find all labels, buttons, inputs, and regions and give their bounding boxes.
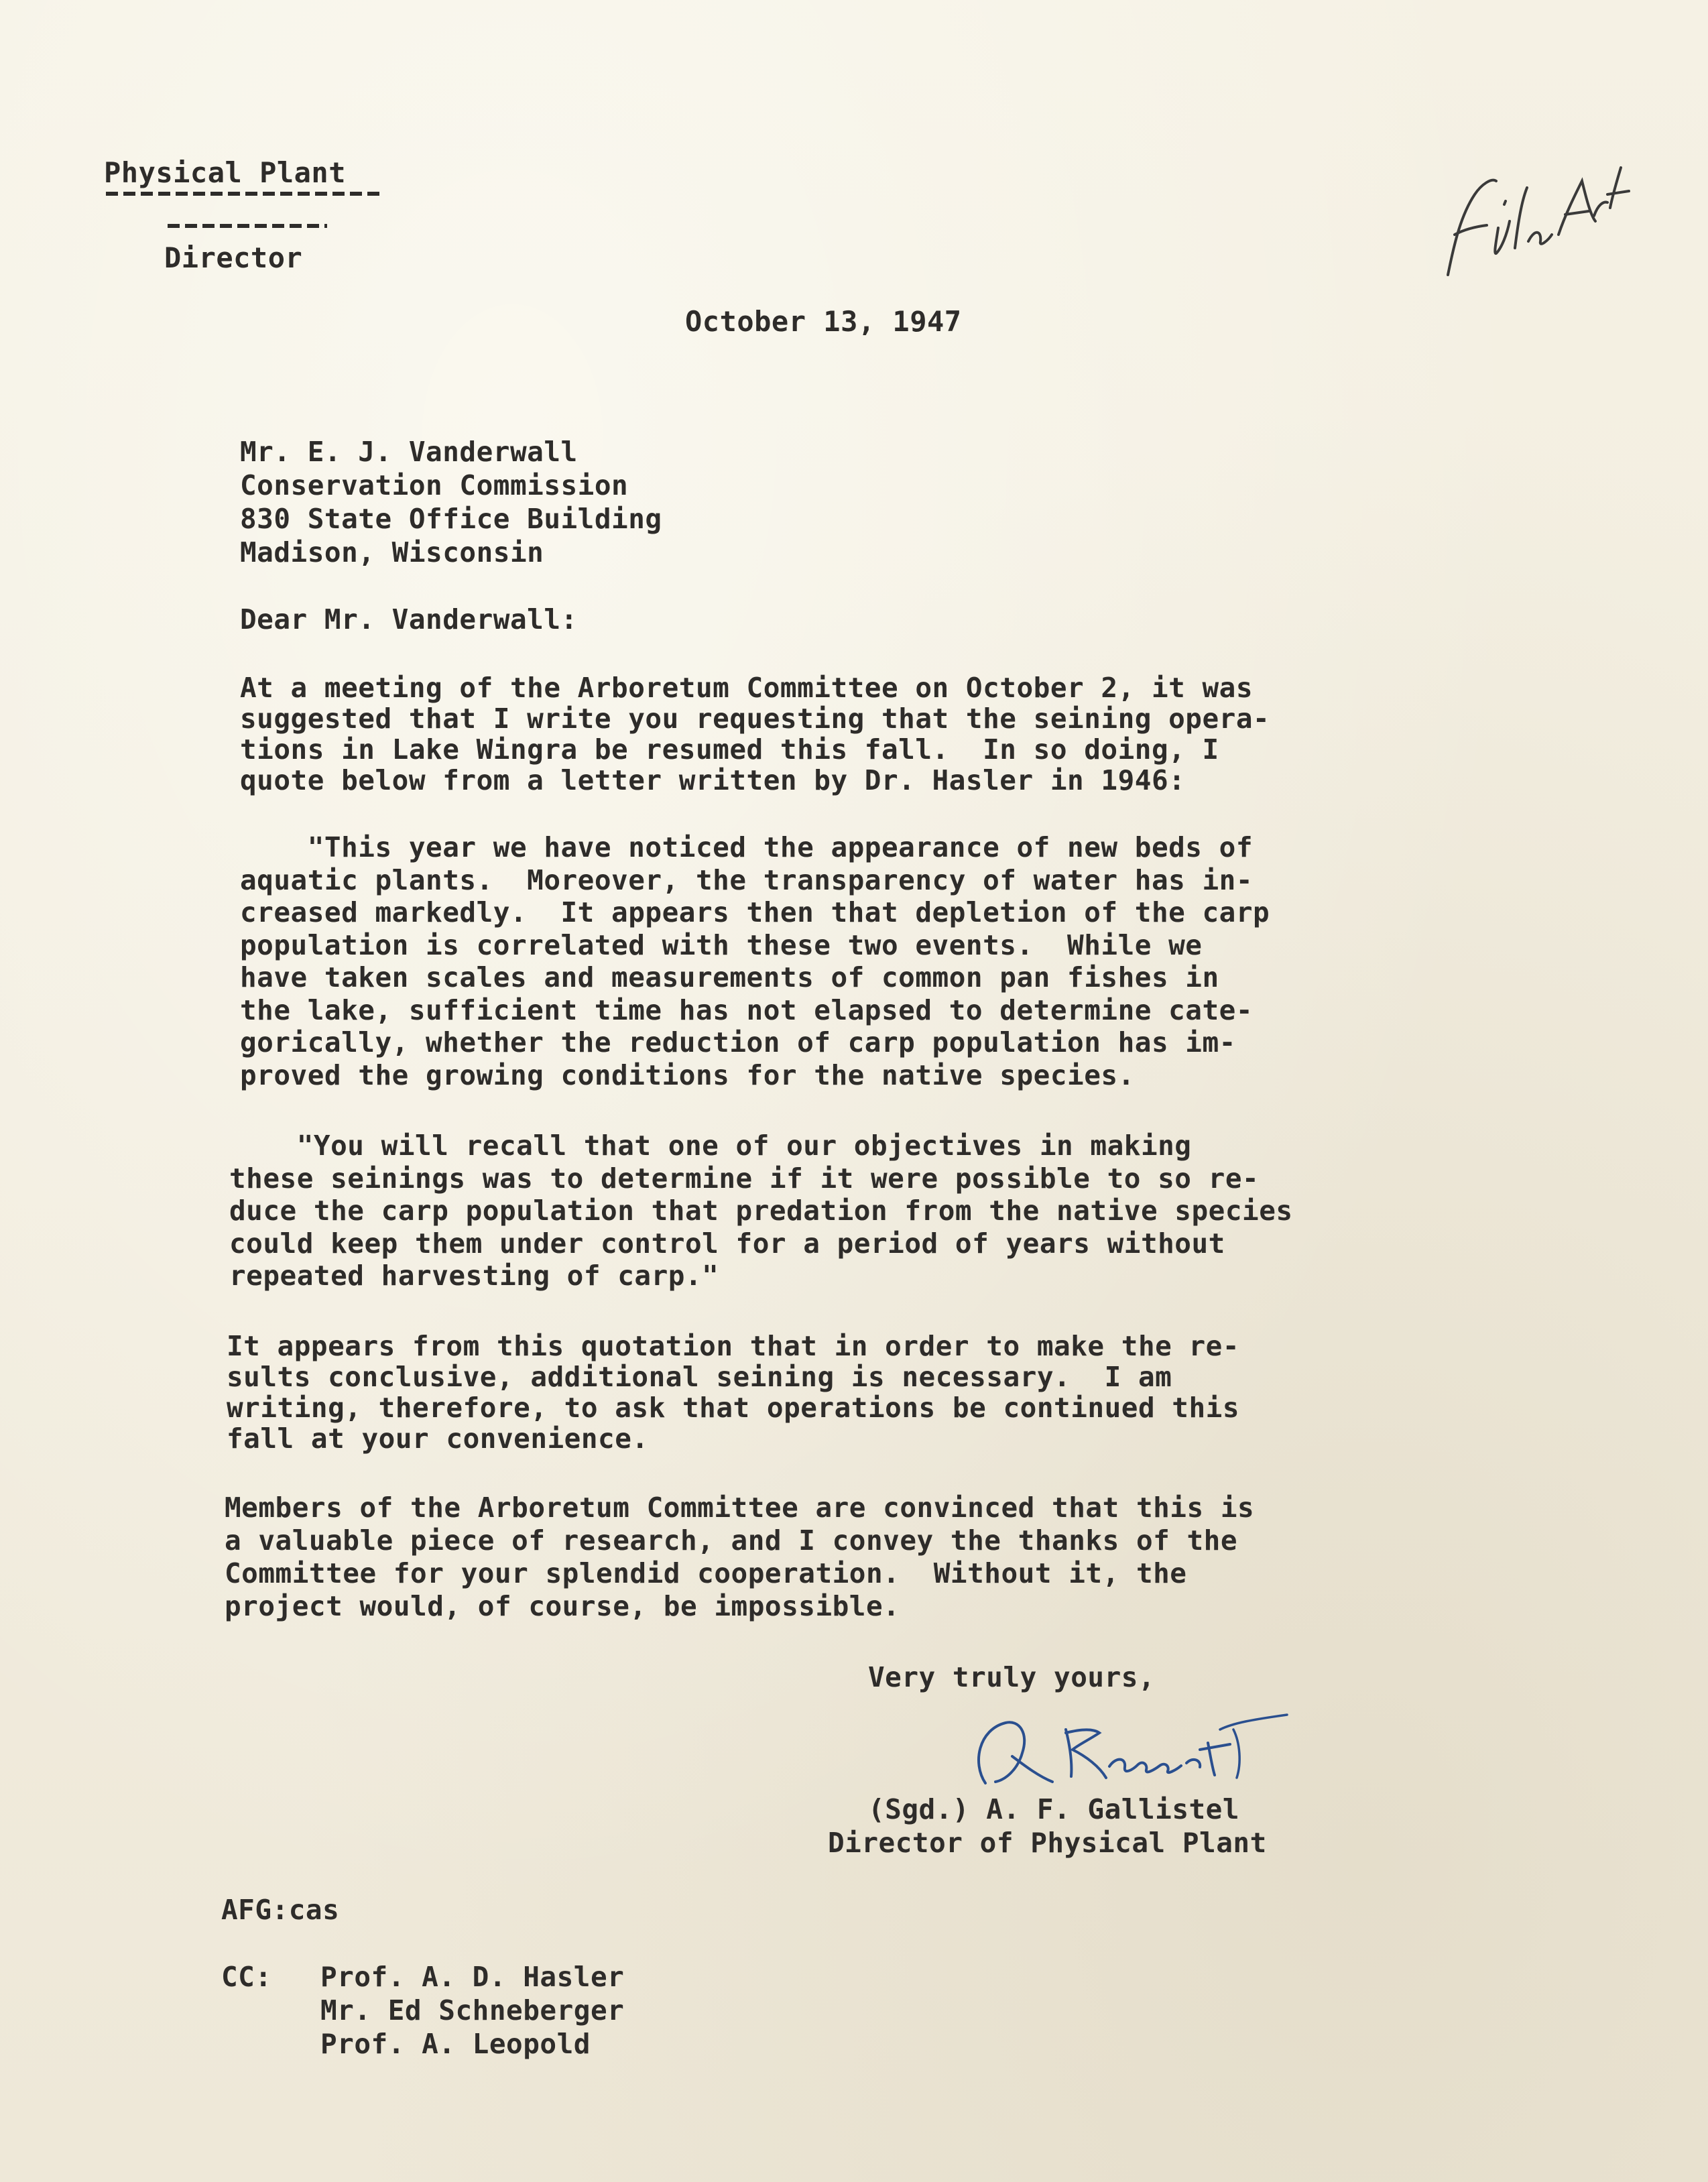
conclusion-paragraph [227,1331,1239,1454]
paragraph-line: Committee for your splendid cooperation. Without it, the [225,1557,1187,1589]
quote-paragraph-1 [240,831,1270,1091]
recipient-name: Mr. E. J. Vanderwall [240,436,578,468]
director-title: Director [164,241,303,274]
paragraph-line: sults conclusive, additional seining is necessary. I am [227,1361,1172,1393]
quote-paragraph-2 [229,1130,1293,1292]
paragraph-line: could keep them under control for a period of years without [229,1227,1225,1260]
paragraph-line: quote below from a letter written by Dr. Hasler in 1946: [240,764,1186,796]
recipient-street: 830 State Office Building [240,503,662,535]
paragraph-line: It appears from this quotation that in order to make the re- [227,1330,1240,1362]
paragraph-line: have taken scales and measurements of common pan fishes in [240,961,1219,993]
paragraph-line: gorically, whether the reduction of carp population has im- [240,1026,1236,1058]
cc-recipient: Mr. Ed Schneberger [320,1994,625,2026]
paragraph-line: the lake, sufficient time has not elapsed to determine cate- [240,993,1254,1026]
recipient-organization: Conservation Commission [240,469,629,501]
thanks-paragraph [225,1492,1254,1623]
paragraph-line: creased markedly. It appears then that depletion of the carp [240,896,1270,928]
paragraph-line: population is correlated with these two events. While we [240,928,1203,961]
cc-label: CC: [221,1961,272,1993]
paragraph-line: "You will recall that one of our objectives in making [229,1130,1192,1162]
paragraph-line: At a meeting of the Arboretum Committee on October 2, it was [240,672,1254,704]
letter-date: October 13, 1947 [685,305,962,338]
department-underline [106,192,382,196]
paragraph-line: project would, of course, be impossible. [225,1590,900,1622]
paragraph-line: suggested that I write you requesting that the seining opera- [240,703,1270,735]
paragraph-line: "This year we have noticed the appearance of new beds of [240,831,1254,863]
signature-name: (Sgd.) A. F. Gallistel [868,1793,1240,1825]
paragraph-line: a valuable piece of research, and I convey the thanks of the [225,1524,1238,1557]
paragraph-line: fall at your convenience. [227,1422,649,1455]
paragraph-line: aquatic plants. Moreover, the transparency of water has in- [240,863,1254,896]
paragraph-line: proved the growing conditions for the native species. [240,1058,1135,1091]
valediction: Very truly yours, [868,1661,1156,1693]
salutation: Dear Mr. Vanderwall: [240,603,578,635]
recipient-city: Madison, Wisconsin [240,536,544,568]
paragraph-line: repeated harvesting of carp." [229,1260,719,1292]
signature-title: Director of Physical Plant [828,1827,1267,1859]
cc-recipient: Prof. A. D. Hasler [320,1961,625,1993]
handwritten-file-note [1435,141,1636,295]
paragraph-line: tions in Lake Wingra be resumed this fall. In so doing, I [240,733,1219,766]
paragraph-line: these seinings was to determine if it were possible to so re- [229,1162,1260,1195]
cc-recipient: Prof. A. Leopold [320,2028,591,2060]
paragraph-line: writing, therefore, to ask that operations be continued this [227,1392,1240,1424]
intro-paragraph [240,672,1270,796]
handwritten-signature [965,1703,1300,1803]
director-overline [168,224,327,228]
department-heading: Physical Plant [104,156,347,189]
paragraph-line: Members of the Arboretum Committee are convinced that this is [225,1492,1255,1524]
reference-initials: AFG:cas [221,1894,340,1926]
paragraph-line: duce the carp population that predation from the native species [229,1195,1293,1227]
